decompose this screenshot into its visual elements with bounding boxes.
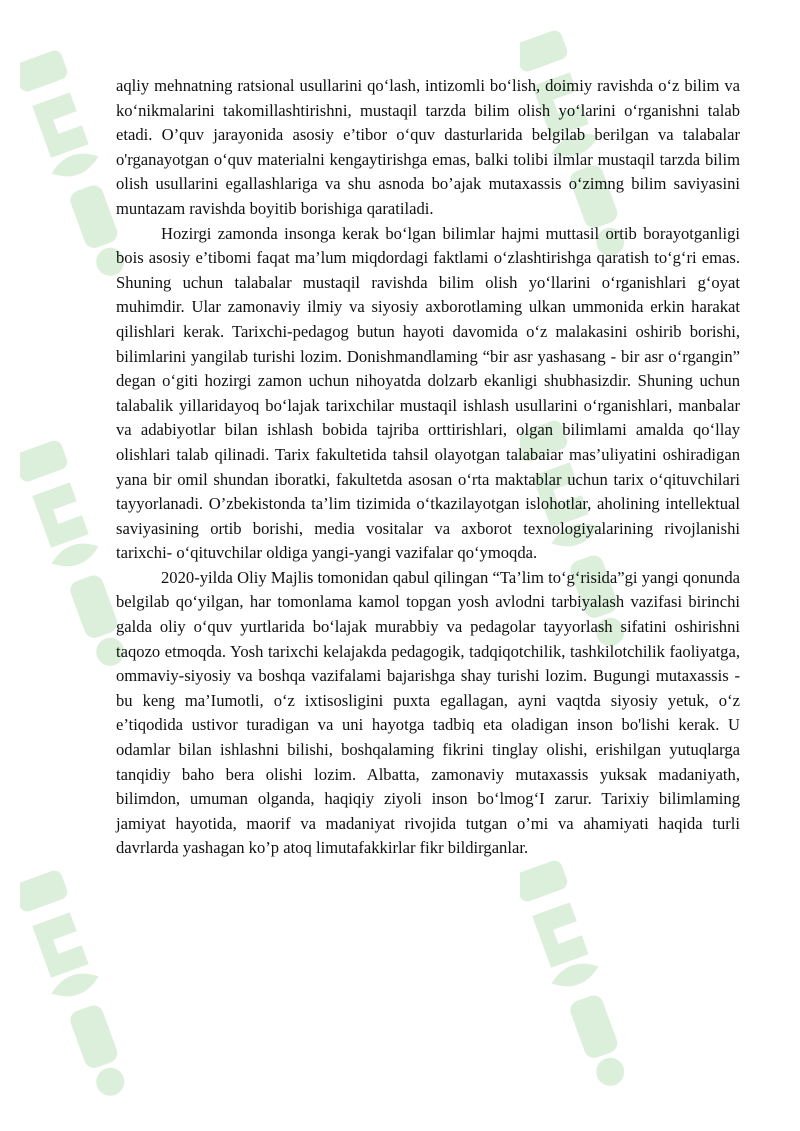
paragraph-1: aqliy mehnatning ratsional usullarini qo‘lash, intizomli bo‘lish, doimiy ravishda o‘z bilim va ko‘nikmalarini takomillashtirishni, mustaqil tarzda bilim olish yo‘larini o‘rganishni talab etadi. O’quv jarayonida asosiy e’tibor o‘quv dasturlarida belgilab berilgan va talabalar o'rganayotgan o‘quv materialni kengaytirishga emas, balki tolibi ilmlar mustaqil tarzda bilim olish usullarini egallashlariga va shu asnoda bo’ajak mutaxassis o‘zimng bilim saviyasini muntazam ravishda boyitib borishiga qaratiladi. bbox=[116, 76, 740, 218]
paragraph-2: Hozirgi zamonda insonga kerak bo‘lgan bilimlar hajmi muttasil ortib borayotganligi bois asosiy e’tibomi faqat ma’lum miqdordagi faktlami o‘zlashtirishga qaratish to‘g‘ri emas. Shuning uchun talabalar mustaqil ravishda bilim olish yo‘llarini o‘rganishlari g‘oyat muhimdir. Ular zamonaviy ilmiy va siyosiy axborotlaming ulkan ummonida erkin harakat qilishlari kerak. Tarixchi-pedagog butun hayoti davomida o‘z malakasini oshirib borishi, bilimlarini yangilab turishi lozim. Donishmandlaming “bir asr yashasang - bir asr o‘rgangin” degan o‘giti hozirgi zamon uchun nihoyatda dolzarb ekanligi shubhasizdir. Shuning uchun talabalik yillaridayoq bo‘lajak tarixchilar mustaqil ishlash usullarini o‘rganishlari, manbalar va adabiyotlar bilan ishlash bobida tajriba orttirishlari, olgan bilimlami amalda qo‘llay olishlari talab qilinadi. Tarix fakultetida tahsil olayotgan talabaiar mas’uliyatini oshiradigan yana bir omil shundan iboratki, fakultetda asosan o‘rta maktablar uchun tarix o‘qituvchilari tayyorlanadi. O’zbekistonda ta’lim tizimida o‘tkazilayotgan islohotlar, aholining intellektual saviyasining ortib borishi, media vositalar va axborot texnologiyalarining rivojlanishi tarixchi- o‘qituvchilar oldiga yangi-yangi vazifalar qo‘ymoqda. bbox=[116, 223, 740, 563]
watermark-logo-icon bbox=[20, 40, 130, 290]
paragraph-3: 2020-yilda Oliy Majlis tomonidan qabul qilingan “Ta’lim to‘g‘risida”gi yangi qonunda belgilab qo‘yilgan, har tomonlama kamol topgan yosh avlodni tarbiyalash vazifasi birinchi galda oliy o‘quv yurtlarida bo‘lajak murabbiy va pedagolar tayyorlash sifatini oshirishni taqozo etmoqda. Yosh tarixchi kelajakda pedagogik, tadqiqotchilik, tashkilotchilik faoliyatga, ommaviy-siyosiy va boshqa vazifalami bajarishga shay turishi lozim. Bugungi mutaxassis - bu keng ma’Iumotli, o‘z ixtisosligini puxta egallagan, ayni vaqtda siyosiy yetuk, o‘z e’tiqodida ustivor turadigan va uni hayotga tadbiq eta oladigan inson bo'lishi kerak. U odamlar bilan ishlashni bilishi, boshqalaming fikrini tinglay olishi, erishilgan yutuqlarga tanqidiy baho bera olishi lozim. Albatta, zamonaviy mutaxassis yuksak madaniyath, bilimdon, umuman olganda, haqiqiy ziyoli inson bo‘lmog‘I zarur. Tarixiy bilimlaming jamiyat hayotida, maorif va madaniyat rivojida tutgan o’mi va ahamiyati haqida turli davrlarda yashagan ko’p atoq limutafakkirlar fikr bildirganlar. bbox=[116, 567, 740, 858]
body-text bbox=[116, 74, 740, 861]
watermark-logo-icon bbox=[20, 430, 130, 680]
watermark-logo-icon bbox=[520, 850, 630, 1100]
watermark-logo-icon bbox=[20, 860, 130, 1110]
